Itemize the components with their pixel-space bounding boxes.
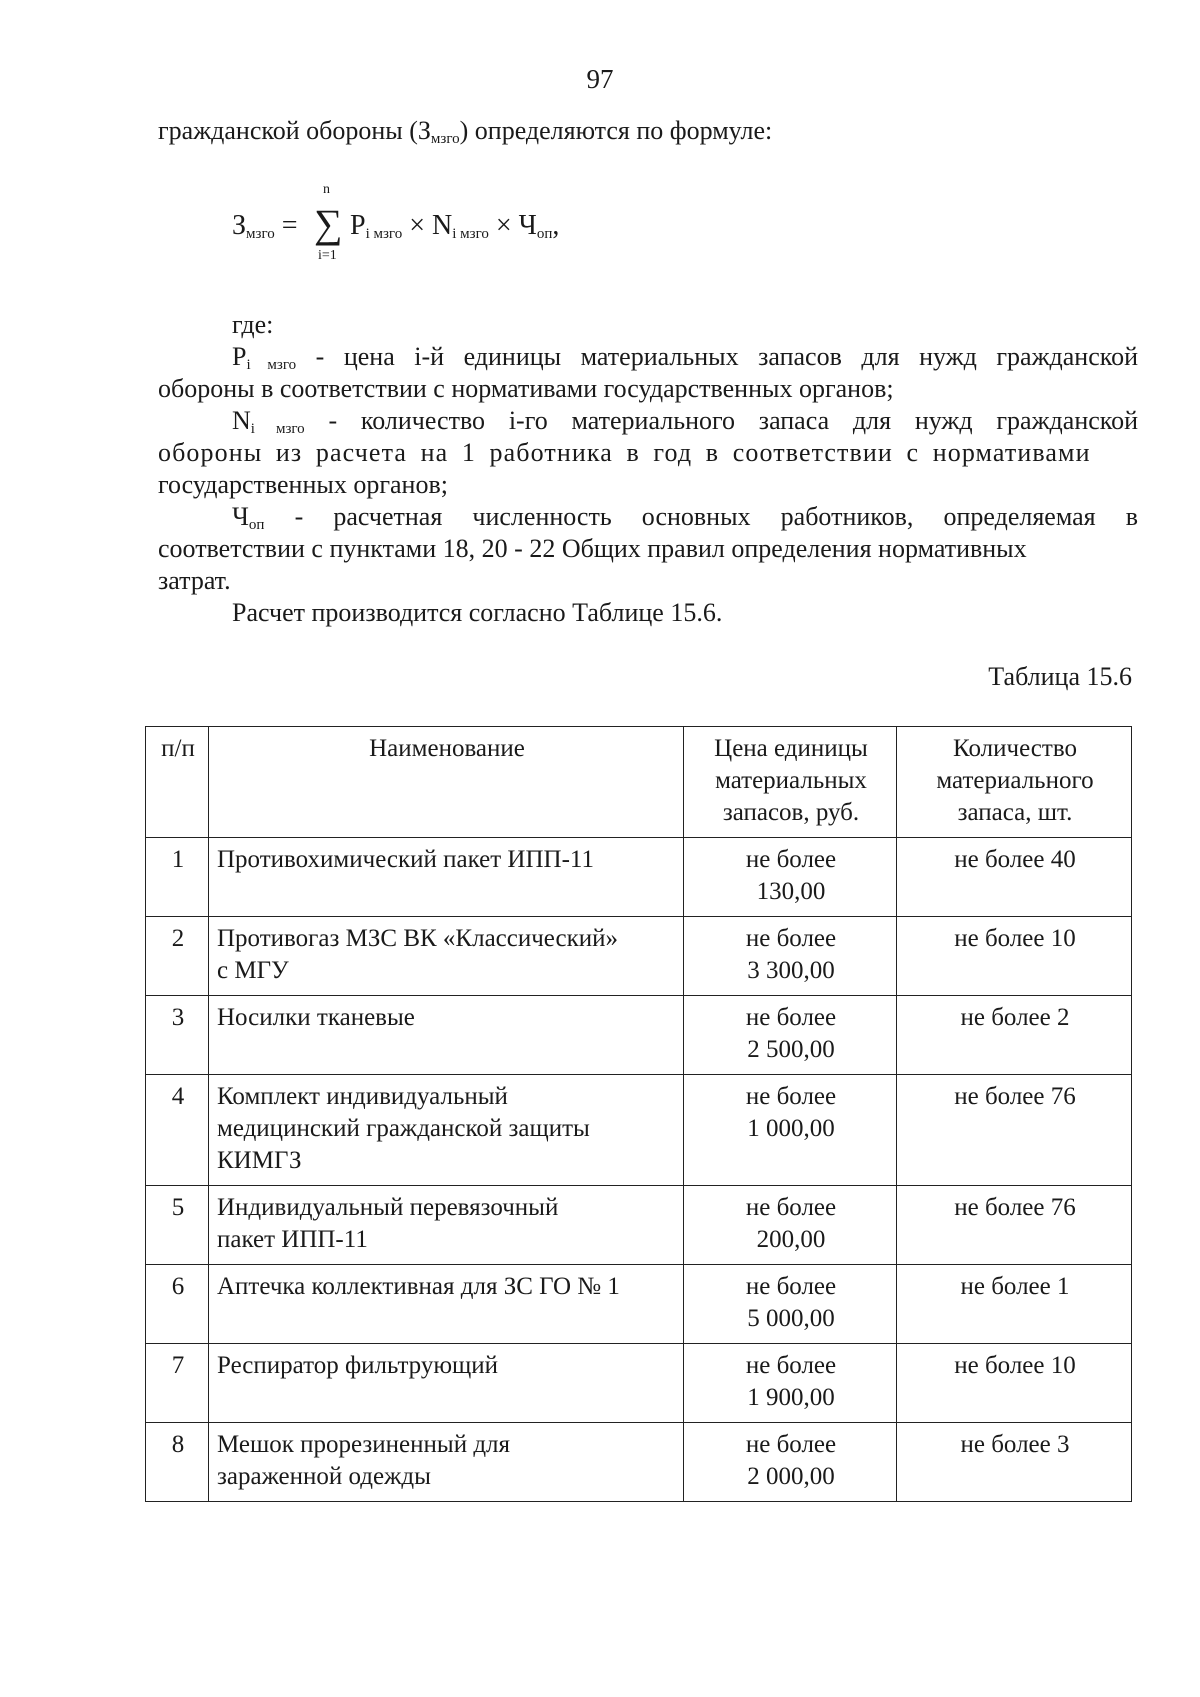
cell-qty: не более 76: [897, 1075, 1132, 1186]
formula-rhs: $P_{i мзго} \times N_{i мзго} \times Ч_{оп}$,: [350, 210, 560, 242]
header-qty: Количество материального запаса, шт.: [897, 727, 1132, 838]
cell-price: не более 1 000,00: [684, 1075, 897, 1186]
where-label: где:: [232, 310, 274, 339]
def-n-line-3: государственных органов;: [158, 470, 448, 499]
header-num: п/п: [146, 727, 209, 838]
def-ch-line-3: затрат.: [158, 566, 231, 595]
table-row: [146, 1423, 1132, 1502]
sum-lower-limit: i=1: [318, 248, 337, 263]
table-row: [146, 917, 1132, 996]
intro-paragraph: [158, 116, 772, 148]
sum-upper-limit: n: [323, 182, 330, 197]
def-ch-line-1: $Ч_{оп}$ - расчетная численность основных работников, определяемая в: [232, 502, 1139, 533]
intro-text: гражданской обороны (З: [158, 116, 431, 145]
cell-price: не более 130,00: [684, 838, 897, 917]
cell-price: не более 200,00: [684, 1186, 897, 1265]
cell-qty: не более 1: [897, 1265, 1132, 1344]
table-row: [146, 1344, 1132, 1423]
cell-name: Противогаз МЗС ВК «Классический» с МГУ: [209, 917, 684, 996]
calc-note: Расчет производится согласно Таблице 15.6.: [232, 598, 723, 627]
formula-lhs: $З_{мзго}$ =: [232, 210, 298, 242]
intro-sub: мзго: [430, 131, 460, 147]
cell-num: 3: [146, 996, 209, 1075]
cell-price: не более 5 000,00: [684, 1265, 897, 1344]
cell-num: 5: [146, 1186, 209, 1265]
cell-price: не более 1 900,00: [684, 1344, 897, 1423]
table-row: [146, 996, 1132, 1075]
def-n-line-1: $N_{i мзго}$ - количество i-го материального запаса для нужд гражданской: [232, 406, 1139, 437]
page-number: 97: [586, 64, 614, 94]
table-row: [146, 838, 1132, 917]
cell-num: 6: [146, 1265, 209, 1344]
cell-name: Респиратор фильтрующий: [209, 1344, 684, 1423]
cell-price: не более 3 300,00: [684, 917, 897, 996]
def-p-line-1: $P_{i мзго}$ - цена i-й единицы материальных запасов для нужд гражданской: [232, 342, 1138, 373]
cell-name: Индивидуальный перевязочный пакет ИПП-11: [209, 1186, 684, 1265]
materials-table: [145, 726, 1132, 1502]
cell-name: Комплект индивидуальный медицинский гражданской защиты КИМГЗ: [209, 1075, 684, 1186]
cell-qty: не более 3: [897, 1423, 1132, 1502]
header-price: Цена единицы материальных запасов, руб.: [684, 727, 897, 838]
cell-qty: не более 76: [897, 1186, 1132, 1265]
cell-price: не более 2 000,00: [684, 1423, 897, 1502]
cell-name: Аптечка коллективная для ЗС ГО № 1: [209, 1265, 684, 1344]
table-header-row: [146, 727, 1132, 838]
table-title: Таблица 15.6: [988, 662, 1132, 691]
def-p-line-2: обороны в соответствии с нормативами государственных органов;: [158, 374, 894, 403]
cell-qty: не более 2: [897, 996, 1132, 1075]
sum-sign: ∑: [314, 201, 343, 246]
cell-qty: не более 10: [897, 917, 1132, 996]
cell-price: не более 2 500,00: [684, 996, 897, 1075]
def-ch-line-2: соответствии с пунктами 18, 20 - 22 Общих правил определения нормативных: [158, 534, 1027, 563]
cell-num: 1: [146, 838, 209, 917]
cell-qty: не более 10: [897, 1344, 1132, 1423]
cell-num: 4: [146, 1075, 209, 1186]
cell-num: 8: [146, 1423, 209, 1502]
table-row: [146, 1265, 1132, 1344]
cell-num: 2: [146, 917, 209, 996]
table-row: [146, 1186, 1132, 1265]
intro-rest: ) определяются по формуле:: [459, 116, 773, 145]
table-row: [146, 1075, 1132, 1186]
def-n-line-2: обороны из расчета на 1 работника в год в соответствии с нормативами: [158, 438, 1091, 467]
cell-name: Противохимический пакет ИПП-11: [209, 838, 684, 917]
cell-num: 7: [146, 1344, 209, 1423]
cell-name: Мешок прорезиненный для зараженной одежды: [209, 1423, 684, 1502]
cell-name: Носилки тканевые: [209, 996, 684, 1075]
cell-qty: не более 40: [897, 838, 1132, 917]
header-name: Наименование: [209, 727, 684, 838]
